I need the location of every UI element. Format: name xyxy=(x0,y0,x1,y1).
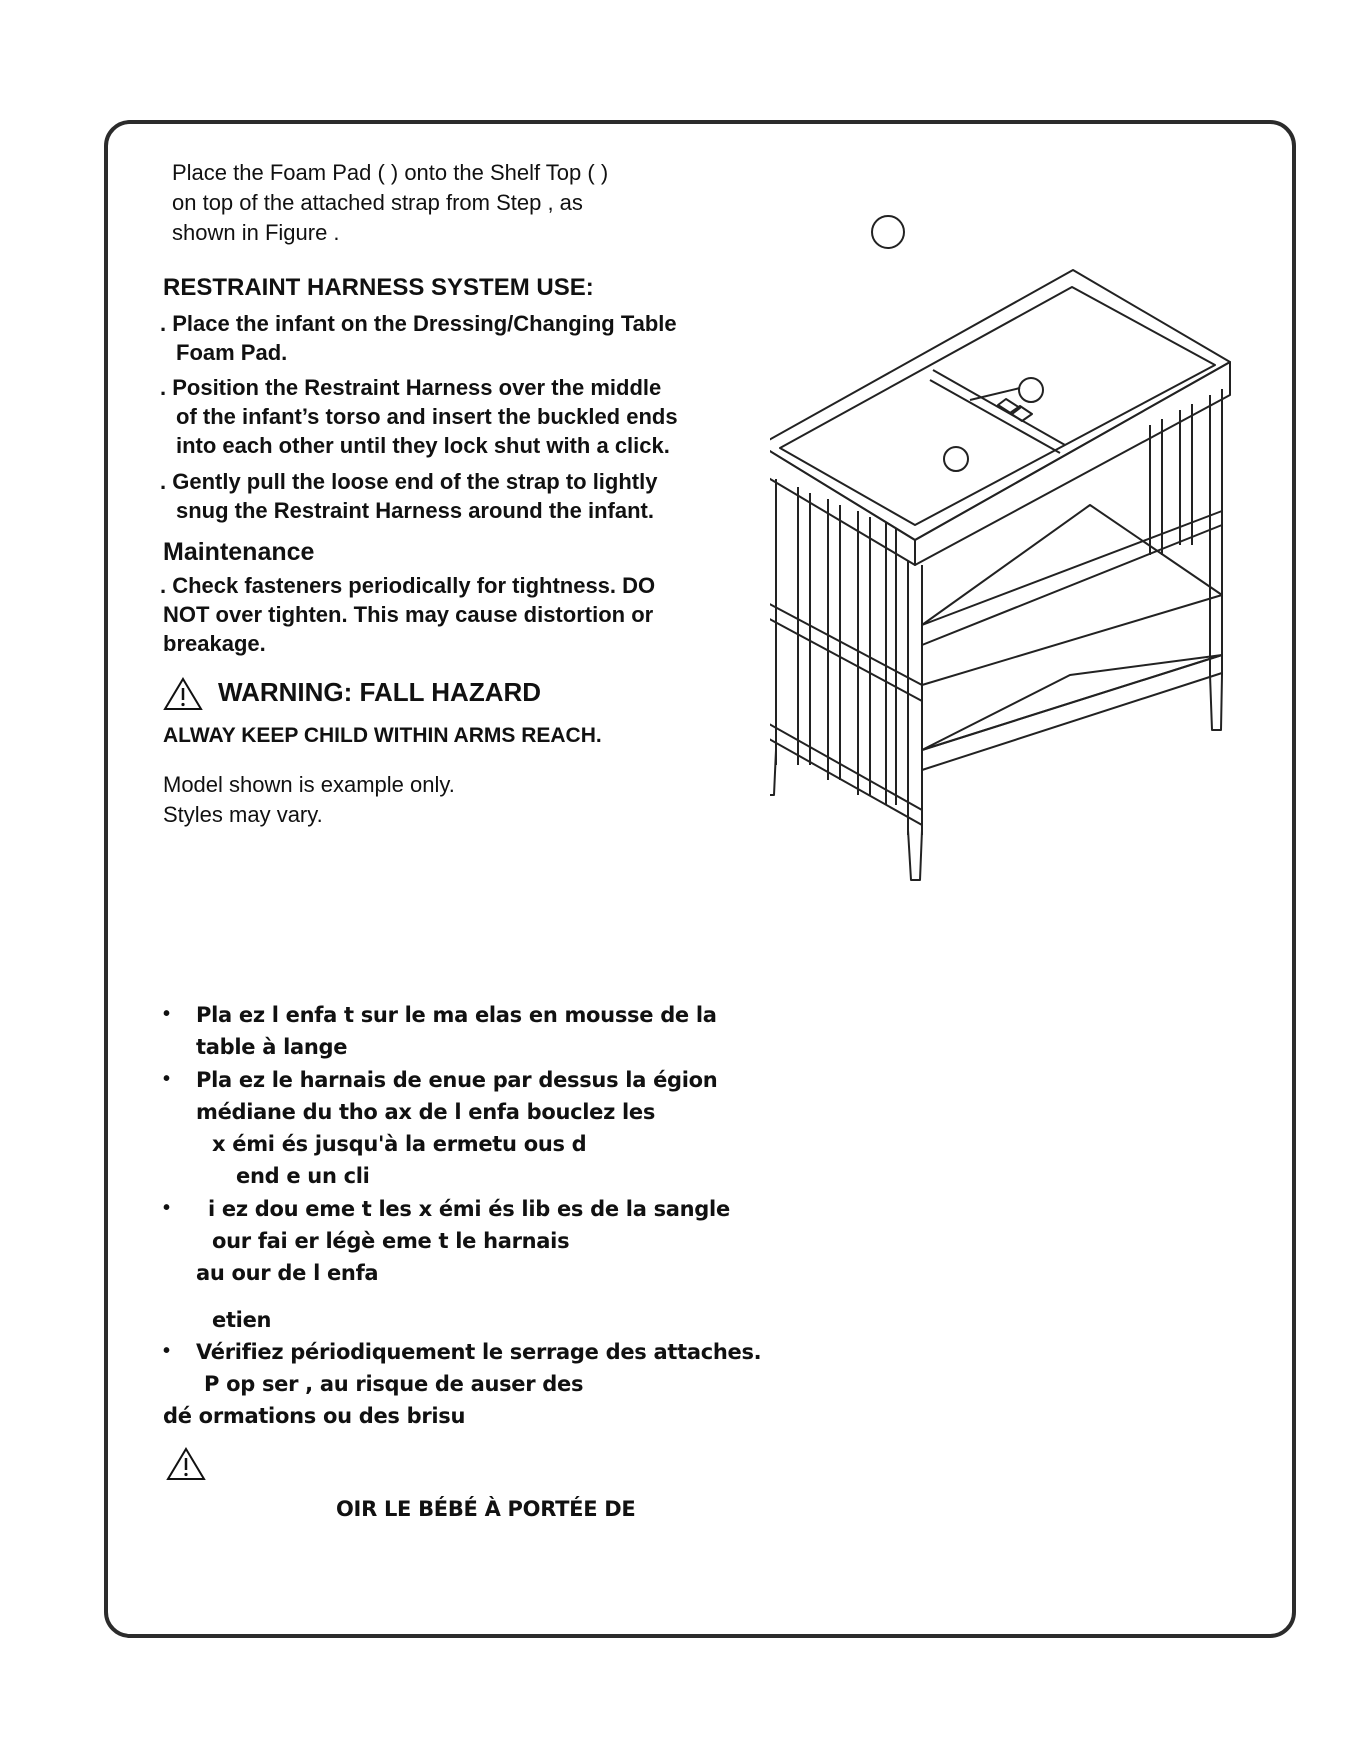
french-item2-line1: Pla ez le harnais de enue par dessus la égion xyxy=(196,1068,718,1092)
french-maintenance-title: etien xyxy=(212,1308,272,1332)
harness-step3-line2: snug the Restraint Harness around the infant. xyxy=(176,498,654,523)
maintenance-title: Maintenance xyxy=(163,538,315,566)
french-item1-line1: Pla ez l enfa t sur le ma elas en mousse de la xyxy=(196,1003,717,1027)
harness-step2-line1: . Position the Restraint Harness over the middle xyxy=(160,375,662,400)
note-line-1: Model shown is example only. xyxy=(163,772,455,797)
maintenance-line-1: . Check fasteners periodically for tightness. DO xyxy=(160,573,656,598)
french-bullet-2: • xyxy=(163,1068,171,1090)
french-item3-line1: i ez dou eme t les x émi és lib es de la sangle xyxy=(208,1197,730,1221)
intro-line-2: on top of the attached strap from Step , as xyxy=(172,190,583,215)
note-line-2: Styles may vary. xyxy=(163,802,323,827)
french-bullet-1: • xyxy=(163,1003,171,1025)
french-bullet-3: • xyxy=(163,1197,171,1219)
intro-line-3: shown in Figure . xyxy=(172,220,340,245)
harness-step1-line1: . Place the infant on the Dressing/Changing Table xyxy=(160,311,677,336)
french-item1-line2: table à lange xyxy=(196,1035,348,1059)
changing-table-illustration xyxy=(770,205,1250,885)
harness-step3-line1: . Gently pull the loose end of the strap to lightly xyxy=(160,469,658,494)
french-item2-line4: end e un cli xyxy=(236,1164,370,1188)
maintenance-line-2: NOT over tighten. This may cause distortion or xyxy=(163,602,654,627)
french-warning-triangle-icon xyxy=(166,1447,206,1481)
warning-triangle-icon xyxy=(163,677,203,711)
french-item3-line2: our fai er légè eme t le harnais xyxy=(212,1229,570,1253)
warning-title: WARNING: FALL HAZARD xyxy=(218,677,542,707)
warning-text: ALWAY KEEP CHILD WITHIN ARMS REACH. xyxy=(163,724,602,747)
french-item2-line3: x émi és jusqu'à la ermetu ous d xyxy=(212,1132,587,1156)
french-item4-line2: P op ser , au risque de auser des xyxy=(204,1372,584,1396)
french-item4-line1: Vérifiez périodiquement le serrage des attaches. xyxy=(196,1340,762,1364)
french-item4-line3: dé ormations ou des brisu xyxy=(163,1404,466,1428)
maintenance-line-3: breakage. xyxy=(163,631,266,656)
intro-line-1: Place the Foam Pad ( ) onto the Shelf Top ( ) xyxy=(172,160,609,185)
harness-title: RESTRAINT HARNESS SYSTEM USE: xyxy=(163,274,594,301)
harness-step2-line2: of the infant’s torso and insert the buckled ends xyxy=(176,404,678,429)
french-item2-line2: médiane du tho ax de l enfa bouclez les xyxy=(196,1100,656,1124)
harness-step1-line2: Foam Pad. xyxy=(176,340,288,365)
french-warning-text: OIR LE BÉBÉ À PORTÉE DE xyxy=(336,1497,636,1521)
french-bullet-4: • xyxy=(163,1340,171,1362)
harness-step2-line3: into each other until they lock shut with a click. xyxy=(176,433,670,458)
french-item3-line3: au our de l enfa xyxy=(196,1261,379,1285)
